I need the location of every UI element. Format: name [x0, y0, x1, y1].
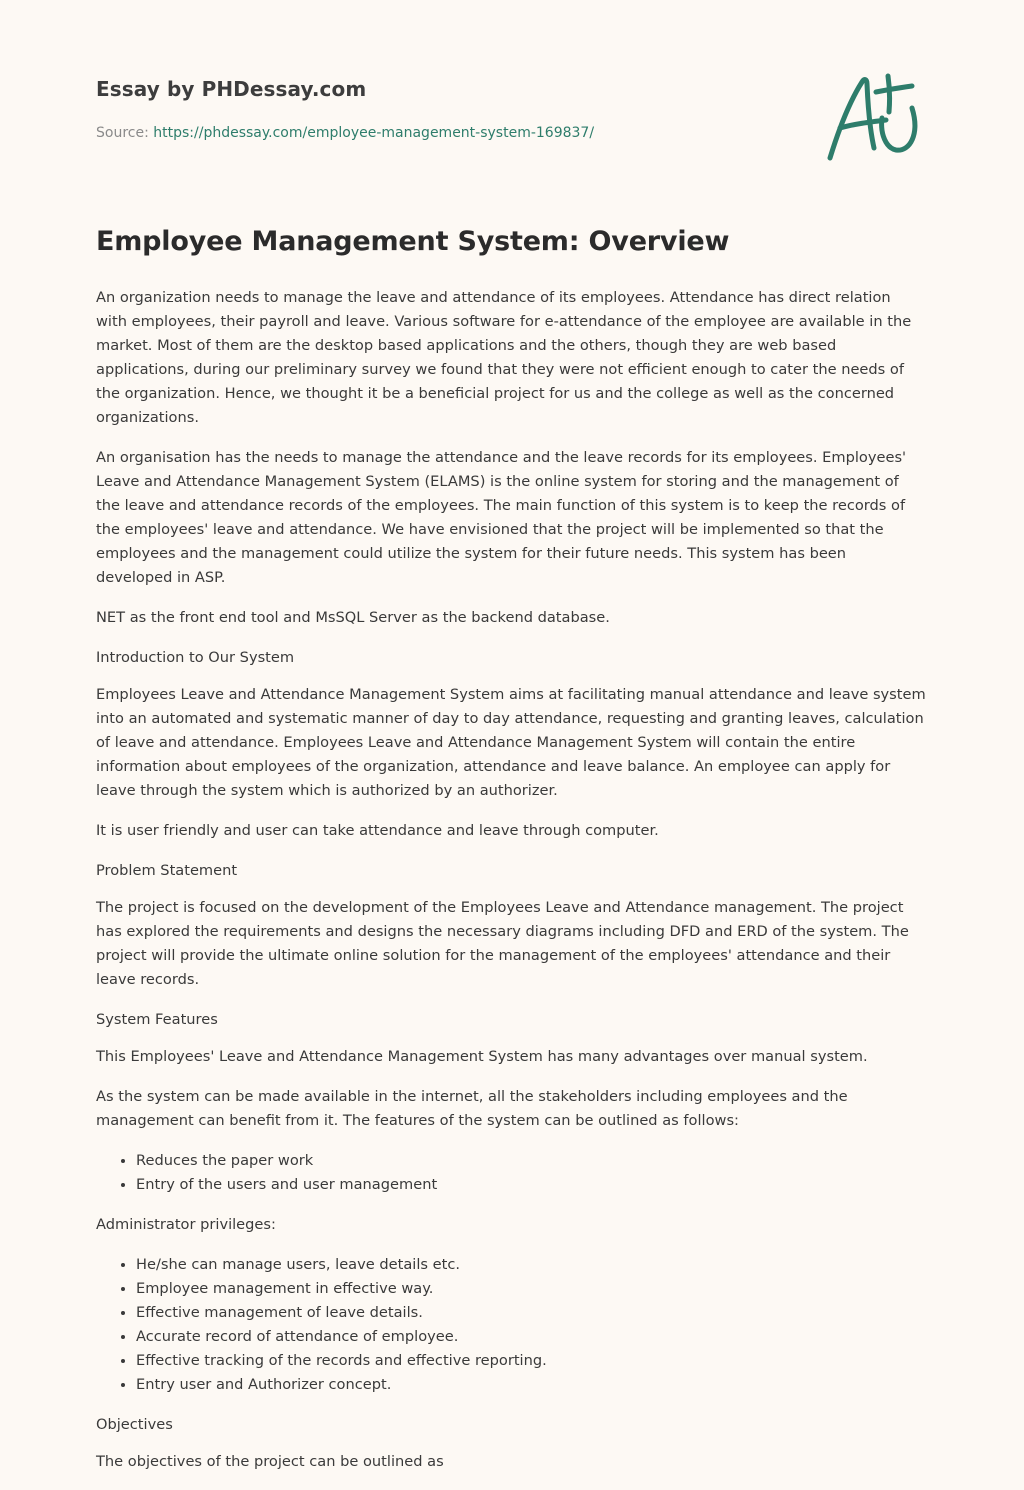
section-heading-problem-statement: Problem Statement [96, 862, 238, 879]
a-plus-logo-icon [824, 68, 928, 164]
section-heading-system-features: System Features [96, 1011, 218, 1028]
paragraph: The project is focused on the development of the Employees Leave and Attendance management. The project has explored the requirements and designs the necessary diagrams including DFD and ERD of the system. The project will provide the ultimate online solution for the management of the employees' attendance and their leave records. [96, 899, 909, 988]
paragraph: An organisation has the needs to manage the attendance and the leave records for its employees. Employees' Leave and Attendance Management System (ELAMS) is the online system for storing and the management of the leave and attendance records of the employees. The main function of this system is to keep the records of the employees' leave and attendance. We have envisioned that the project will be implemented so that the employees and the management could utilize the system for their future needs. This system has been developed in ASP. [96, 449, 907, 586]
article-body [96, 286, 926, 1490]
list-item: • Effective tracking of the records and effective reporting. [136, 1349, 926, 1373]
section-heading-introduction: Introduction to Our System [96, 649, 295, 666]
paragraph: As the system can be made available in the internet, all the stakeholders including employees and the management can benefit from it. The features of the system can be outlined as follows: [96, 1088, 848, 1129]
section-heading-administrator-privileges: Administrator privileges: [96, 1216, 276, 1233]
paragraph: Employees Leave and Attendance Management System aims at facilitating manual attendance and leave system into an automated and systematic manner of day to day attendance, requesting and granting leaves, calculation of leave and attendance. Employees Leave and Attendance Management System will contain the entire information about employees of the organization, attendance and leave balance. An employee can apply for leave through the system which is authorized by an authorizer. [96, 686, 926, 799]
list-item: • Employee management in effective way. [136, 1277, 926, 1301]
site-brand: Essay by PHDessay.com [96, 77, 367, 101]
source-link[interactable]: https://phdessay.com/employee-management-system-169837/ [153, 125, 595, 141]
list-item: • Reduces the paper work [136, 1149, 926, 1173]
list-item: • Entry user and Authorizer concept. [136, 1373, 926, 1397]
paragraph: The objectives of the project can be outlined as [96, 1453, 444, 1470]
list-item: • Accurate record of attendance of employee. [136, 1325, 926, 1349]
paragraph: NET as the front end tool and MsSQL Server as the backend database. [96, 609, 610, 626]
features-list [96, 1149, 926, 1197]
admin-privileges-list [96, 1253, 926, 1397]
list-item: • He/she can manage users, leave details etc. [136, 1253, 926, 1277]
list-item: • Entry of the users and user management [136, 1173, 926, 1197]
section-heading-objectives: Objectives [96, 1416, 173, 1433]
source-line [96, 125, 594, 141]
paragraph: It is user friendly and user can take attendance and leave through computer. [96, 822, 659, 839]
source-label: Source: [96, 125, 154, 141]
list-item: • Effective management of leave details. [136, 1301, 926, 1325]
paragraph: An organization needs to manage the leave and attendance of its employees. Attendance has direct relation with employees, their payroll and leave. Various software for e-attendance of the employee are available in the market. Most of them are the desktop based applications and the others, though they are web based applications, during our preliminary survey we found that they were not efficient enough to cater the needs of the organization. Hence, we thought it be a beneficial project for us and the college as well as the concerned organizations. [96, 289, 912, 426]
paragraph: This Employees' Leave and Attendance Management System has many advantages over manual system. [96, 1048, 868, 1065]
article-title: Employee Management System: Overview [96, 226, 730, 257]
